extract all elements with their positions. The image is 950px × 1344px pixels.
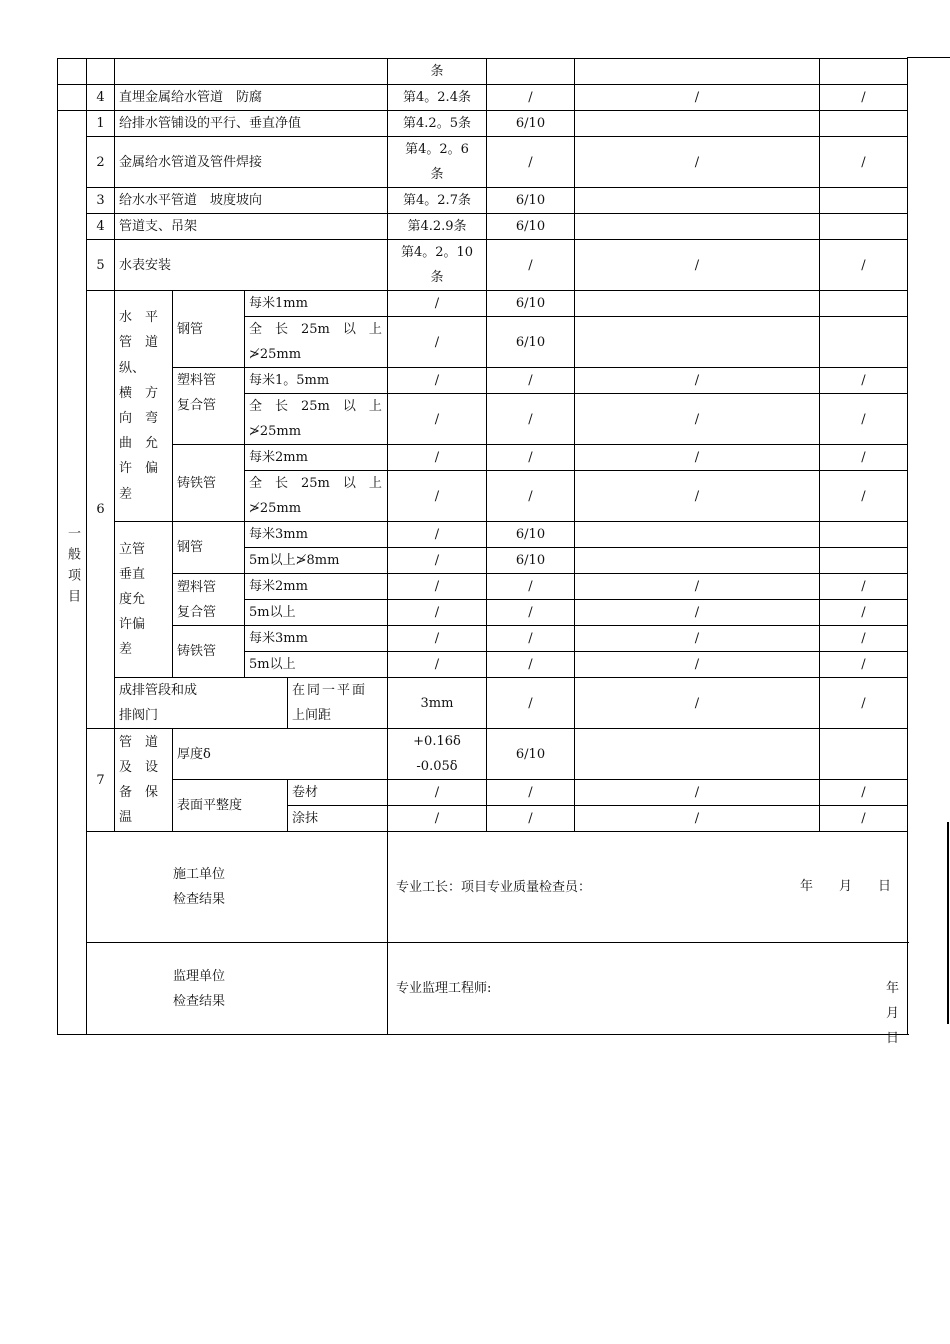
value-cell: / (820, 471, 908, 522)
value-cell: / (487, 137, 575, 188)
value-cell: / (820, 600, 908, 626)
value-cell (820, 188, 908, 214)
value-cell: / (820, 780, 908, 806)
value-cell: / (575, 806, 820, 832)
thickness-label: 厚度δ (173, 729, 388, 780)
spec-cell (245, 471, 388, 522)
table-row (58, 137, 908, 188)
value-cell: / (820, 652, 908, 678)
spec-line: 在同一平面 (292, 683, 368, 698)
spec-cell: 5m以上 (245, 600, 388, 626)
clause-cell: 第4。2.7条 (388, 188, 487, 214)
table-row (58, 188, 908, 214)
sig-label-line: 监理单位 (173, 968, 226, 984)
signature-date: 年 月 日 (886, 981, 926, 1046)
value-cell: / (487, 678, 575, 729)
item-number: 6 (87, 291, 115, 729)
construction-unit-label (87, 832, 388, 943)
value-cell: / (820, 368, 908, 394)
value-cell: / (575, 780, 820, 806)
value-cell: / (575, 137, 820, 188)
value-cell: / (820, 85, 908, 111)
page-edge-line (947, 822, 949, 1024)
value-cell: / (575, 626, 820, 652)
std-cell: / (388, 626, 487, 652)
spec-cell: 5m以上 (245, 652, 388, 678)
supervision-signature-area (388, 943, 926, 1046)
label-line: 排阀门 (119, 708, 159, 723)
std-cell: / (388, 291, 487, 317)
value-cell: / (820, 626, 908, 652)
std-cell: 3mm (388, 678, 487, 729)
table-row (58, 214, 908, 240)
clause-line: 条 (430, 167, 444, 182)
spec-cell (245, 394, 388, 445)
label-line: 水 平 (119, 310, 159, 326)
value-cell (575, 291, 820, 317)
label-line: 向 弯 (119, 411, 159, 426)
item-number: 4 (87, 85, 115, 111)
item-number: 3 (87, 188, 115, 214)
value-cell: 6/10 (487, 188, 575, 214)
spec-cell: 每米3mm (245, 522, 388, 548)
item-name: 管道支、吊架 (115, 214, 388, 240)
std-cell: / (388, 317, 487, 368)
signature-date: 年 月 日 (800, 879, 892, 894)
material-line: 复合管 (177, 604, 217, 620)
item-name: 直埋金属给水管道 防腐 (115, 85, 388, 111)
spec-cell (245, 317, 388, 368)
table-row (58, 85, 908, 111)
signature-text: 专业监理工程师: (396, 981, 492, 996)
label-line: 及 设 (119, 760, 159, 775)
spec-cell: 每米2mm (245, 574, 388, 600)
value-cell (575, 214, 820, 240)
std-cell: / (388, 780, 487, 806)
vertical-deviation-label (115, 522, 173, 678)
value-cell (575, 111, 820, 137)
page-edge-line (907, 57, 950, 58)
label-line: 许 偏 (119, 461, 159, 477)
value-cell: / (487, 394, 575, 445)
sig-label-line: 施工单位 (173, 867, 226, 882)
label-line: 垂直 (119, 567, 146, 582)
clause-line: 第4。2。6 (405, 142, 469, 157)
value-cell: / (575, 471, 820, 522)
value-cell: / (487, 652, 575, 678)
label-line: 差 (119, 642, 133, 657)
label-line: 管 道 (119, 735, 159, 750)
supervision-unit-label (87, 943, 388, 1035)
value-cell: / (575, 678, 820, 729)
material-line: 复合管 (177, 398, 217, 413)
value-cell: 6/10 (487, 111, 575, 137)
std-cell: / (388, 368, 487, 394)
item-number: 7 (87, 729, 115, 832)
spec-cell: 每米3mm (245, 626, 388, 652)
table-row (58, 729, 908, 755)
spec-line: ≯25mm (249, 347, 302, 362)
section-label-general (58, 111, 87, 1035)
material-steel: 钢管 (173, 291, 245, 368)
construction-signature-area (388, 832, 908, 943)
item-number: 1 (87, 111, 115, 137)
row-pipes-label (115, 678, 288, 729)
value-cell (575, 522, 820, 548)
item-name: 水表安装 (115, 240, 388, 291)
std-cell: / (388, 652, 487, 678)
value-cell: / (487, 471, 575, 522)
label-line: 温 (119, 810, 133, 825)
spec-line: 上间距 (292, 708, 332, 723)
value-cell: / (487, 806, 575, 832)
std-line: +0.16δ (413, 734, 461, 749)
inspection-table (57, 58, 926, 1046)
spec-line: 全 长 25m 以 上 (249, 476, 382, 491)
value-cell: / (575, 394, 820, 445)
value-cell: / (487, 445, 575, 471)
value-cell: / (575, 600, 820, 626)
std-cell (388, 729, 487, 780)
value-cell: / (575, 574, 820, 600)
value-cell (575, 317, 820, 368)
table-row (58, 522, 908, 548)
material-line: 塑料管 (177, 579, 217, 595)
clause-cell: 条 (388, 59, 487, 85)
value-cell: / (820, 445, 908, 471)
value-cell: / (575, 85, 820, 111)
value-cell: 6/10 (487, 729, 575, 780)
value-cell: / (575, 368, 820, 394)
table-row (58, 678, 908, 729)
value-cell: / (487, 600, 575, 626)
spec-line: ≯25mm (249, 424, 302, 439)
spec-line: 全 长 25m 以 上 (249, 322, 382, 337)
value-cell: / (487, 85, 575, 111)
sig-label-line: 检查结果 (173, 993, 226, 1009)
material-plastic-composite (173, 368, 245, 445)
value-cell (820, 522, 908, 548)
value-cell: / (487, 574, 575, 600)
table-row (58, 445, 908, 471)
spec-cell: 每米2mm (245, 445, 388, 471)
sig-label-line: 检查结果 (173, 892, 226, 907)
std-cell: / (388, 522, 487, 548)
section-label-text: 一般项目 (65, 526, 80, 610)
std-cell: / (388, 548, 487, 574)
spec-cell (288, 678, 388, 729)
label-line: 立管 (119, 542, 146, 557)
label-line: 差 (119, 486, 133, 502)
label-line: 曲 允 (119, 436, 159, 452)
material-steel: 钢管 (173, 522, 245, 574)
table-row (58, 368, 908, 394)
label-line: 许偏 (119, 617, 146, 632)
label-line: 管 道 (119, 335, 159, 351)
value-cell: 6/10 (487, 548, 575, 574)
value-cell: / (487, 240, 575, 291)
item-number: 5 (87, 240, 115, 291)
clause-line: 第4。2。10 (400, 245, 474, 260)
std-cell: / (388, 445, 487, 471)
clause-cell: 第4.2。5条 (388, 111, 487, 137)
item-name: 给排水管铺设的平行、垂直净值 (115, 111, 388, 137)
value-cell: / (820, 240, 908, 291)
table-row (58, 626, 908, 652)
spec-cell: 卷材 (288, 780, 388, 806)
spec-line: 全 长 25m 以 上 (249, 399, 382, 414)
std-cell: / (388, 574, 487, 600)
value-cell (820, 291, 908, 317)
value-cell: 6/10 (487, 522, 575, 548)
table-row (58, 111, 908, 137)
std-cell: / (388, 471, 487, 522)
material-cast-iron: 铸铁管 (173, 626, 245, 678)
spec-cell: 每米1。5mm (245, 368, 388, 394)
clause-cell: 第4。2.4条 (388, 85, 487, 111)
value-cell: / (820, 394, 908, 445)
spec-cell: 涂抹 (288, 806, 388, 832)
value-cell: / (820, 806, 908, 832)
label-line: 备 保 (119, 785, 159, 800)
value-cell: 6/10 (487, 214, 575, 240)
table-row (58, 240, 908, 291)
value-cell (820, 214, 908, 240)
value-cell: / (820, 137, 908, 188)
std-cell: / (388, 806, 487, 832)
value-cell: 6/10 (487, 291, 575, 317)
horizontal-deviation-label (115, 291, 173, 522)
table-row (58, 59, 908, 85)
signature-row-supervision (58, 943, 908, 1035)
value-cell: / (487, 780, 575, 806)
clause-line: 条 (430, 270, 444, 285)
insulation-label (115, 729, 173, 832)
value-cell (820, 548, 908, 574)
signature-text: 专业工长：项目专业质量检查员： (396, 879, 592, 895)
clause-cell (388, 240, 487, 291)
value-cell: / (820, 678, 908, 729)
signature-row-construction (58, 832, 908, 943)
flatness-label: 表面平整度 (173, 780, 288, 832)
item-name: 给水水平管道 坡度坡向 (115, 188, 388, 214)
item-name: 金属给水管道及管件焊接 (115, 137, 388, 188)
value-cell: / (487, 626, 575, 652)
spec-cell: 每米1mm (245, 291, 388, 317)
value-cell: / (575, 652, 820, 678)
value-cell (820, 317, 908, 368)
table-row (58, 574, 908, 600)
value-cell: 6/10 (487, 317, 575, 368)
spec-cell: 5m以上≯8mm (245, 548, 388, 574)
value-cell: / (487, 368, 575, 394)
spec-line: ≯25mm (249, 501, 302, 516)
table-row (58, 780, 908, 806)
clause-cell: 第4.2.9条 (388, 214, 487, 240)
item-number: 2 (87, 137, 115, 188)
value-cell: / (820, 574, 908, 600)
value-cell (575, 188, 820, 214)
label-line: 纵、 (119, 360, 146, 376)
material-cast-iron: 铸铁管 (173, 445, 245, 522)
value-cell: / (575, 445, 820, 471)
label-line: 度允 (119, 592, 146, 607)
std-line: -0.05δ (416, 759, 458, 774)
value-cell: / (575, 240, 820, 291)
label-line: 成排管段和成 (119, 683, 198, 698)
label-line: 横 方 (119, 385, 159, 401)
clause-cell (388, 137, 487, 188)
std-cell: / (388, 600, 487, 626)
material-plastic-composite (173, 574, 245, 626)
value-cell (575, 548, 820, 574)
std-cell: / (388, 394, 487, 445)
value-cell (820, 111, 908, 137)
material-line: 塑料管 (177, 373, 217, 388)
item-number: 4 (87, 214, 115, 240)
table-row (58, 291, 908, 317)
